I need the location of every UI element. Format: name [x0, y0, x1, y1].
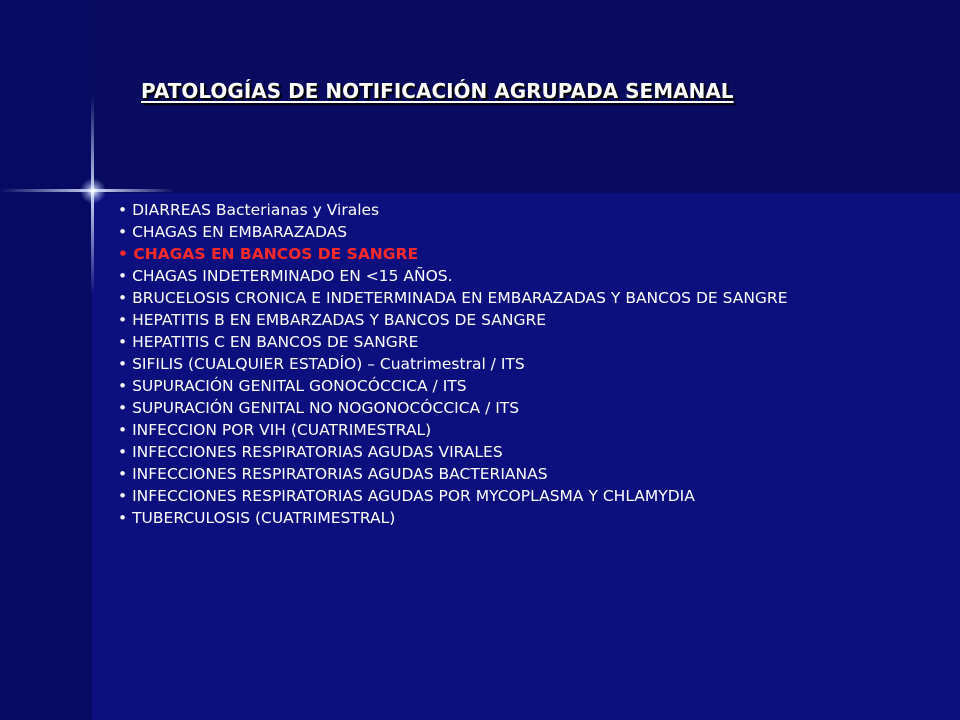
list-item-text: CHAGAS EN EMBARAZADAS	[132, 223, 348, 241]
bullet: •	[118, 487, 128, 505]
bullet: •	[118, 355, 128, 373]
list-item-text: SUPURACIÓN GENITAL NO NOGONOCÓCCICA / ITS	[132, 399, 520, 417]
list-item	[118, 199, 878, 221]
list-item	[118, 397, 878, 419]
bullet: •	[118, 223, 128, 241]
star-flare-icon	[80, 178, 106, 204]
list-item-text: HEPATITIS C EN BANCOS DE SANGRE	[132, 333, 419, 351]
list-item-text: TUBERCULOSIS (CUATRIMESTRAL)	[132, 509, 396, 527]
left-background-band	[0, 0, 92, 720]
bullet: •	[118, 399, 128, 417]
bullet: •	[118, 311, 128, 329]
list-item	[118, 331, 878, 353]
bullet: •	[118, 201, 128, 219]
list-item	[118, 419, 878, 441]
bullet: •	[118, 509, 128, 527]
list-item-text: DIARREAS Bacterianas y Virales	[132, 201, 380, 219]
slide-title: PATOLOGÍAS DE NOTIFICACIÓN AGRUPADA SEMANAL	[141, 79, 734, 103]
list-item	[118, 221, 878, 243]
bullet: •	[118, 465, 128, 483]
bullet: •	[118, 421, 128, 439]
list-item	[118, 375, 878, 397]
list-item-text: HEPATITIS B EN EMBARZADAS Y BANCOS DE SANGRE	[132, 311, 547, 329]
list-item	[118, 353, 878, 375]
list-item-text: BRUCELOSIS CRONICA E INDETERMINADA EN EMBARAZADAS Y BANCOS DE SANGRE	[132, 289, 788, 307]
bullet: •	[118, 443, 128, 461]
bullet: •	[118, 333, 128, 351]
list-item-text: CHAGAS EN BANCOS DE SANGRE	[133, 245, 419, 263]
bullet: •	[118, 377, 128, 395]
list-item	[118, 507, 878, 529]
list-item-highlighted	[118, 243, 878, 265]
bullet: •	[118, 245, 128, 263]
list-item-text: SIFILIS (CUALQUIER ESTADÍO) – Cuatrimestral / ITS	[132, 355, 525, 373]
list-item	[118, 265, 878, 287]
bullet: •	[118, 267, 128, 285]
list-item	[118, 463, 878, 485]
list-item-text: INFECCIONES RESPIRATORIAS AGUDAS POR MYCOPLASMA Y CHLAMYDIA	[132, 487, 695, 505]
list-item	[118, 485, 878, 507]
list-item-text: SUPURACIÓN GENITAL GONOCÓCCICA / ITS	[132, 377, 467, 395]
list-item-text: INFECCIONES RESPIRATORIAS AGUDAS VIRALES	[132, 443, 503, 461]
pathology-list	[118, 199, 878, 529]
bullet: •	[118, 289, 128, 307]
list-item	[118, 309, 878, 331]
list-item-text: INFECCIONES RESPIRATORIAS AGUDAS BACTERIANAS	[132, 465, 548, 483]
list-item	[118, 441, 878, 463]
list-item-text: CHAGAS INDETERMINADO EN <15 AÑOS.	[132, 267, 453, 285]
list-item-text: INFECCION POR VIH (CUATRIMESTRAL)	[132, 421, 432, 439]
list-item	[118, 287, 878, 309]
